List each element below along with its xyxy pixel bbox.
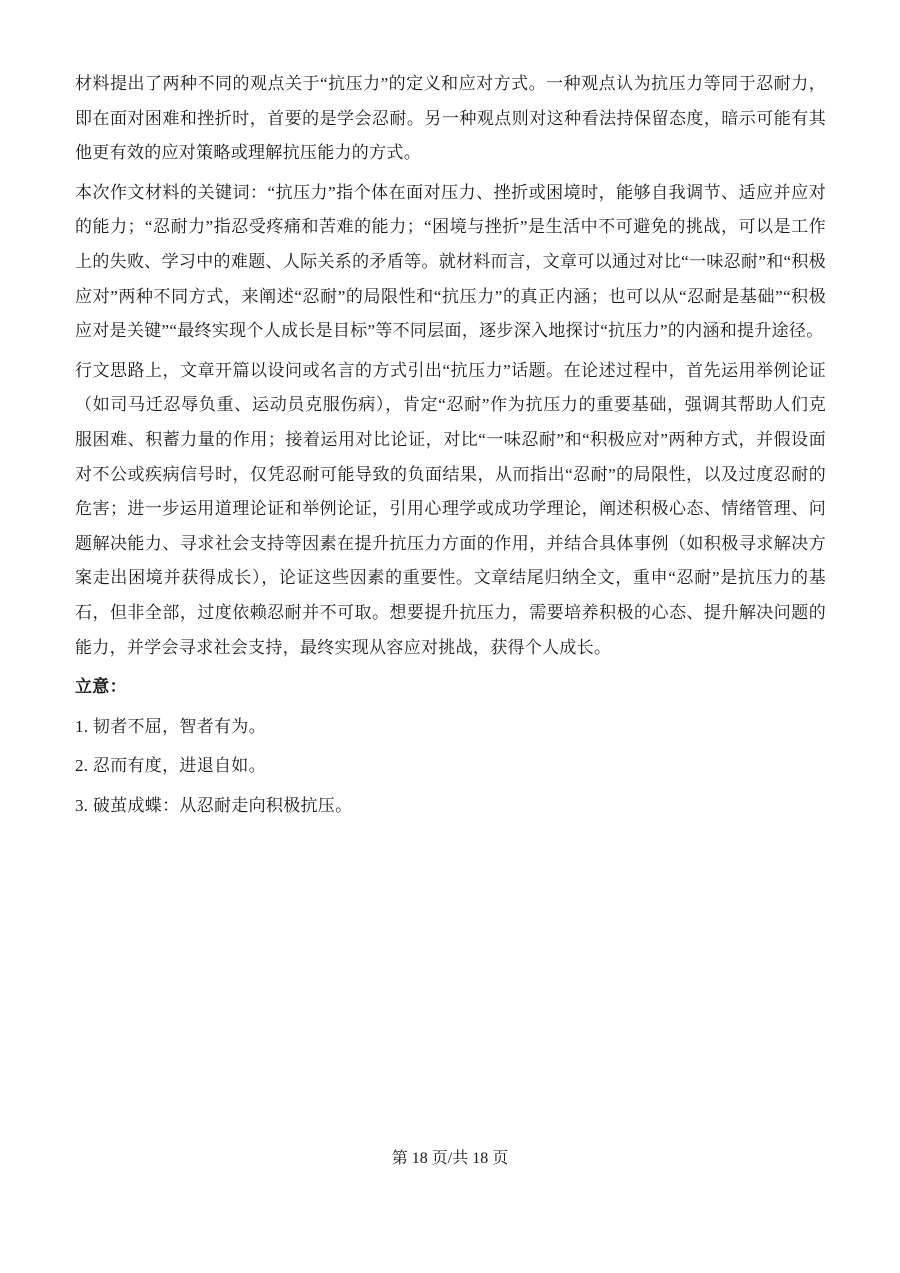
- intent-item-2: 2. 忍而有度，进退自如。: [75, 756, 266, 776]
- document-content: [75, 67, 826, 823]
- intent-item-1: 1. 韧者不屈，智者有为。: [75, 716, 266, 736]
- page-footer: [0, 1148, 900, 1170]
- paragraph-material-overview: 材料提出了两种不同的观点关于“抗压力”的定义和应对方式。一种观点认为抗压力等同于忍耐力，即在面对困难和挫折时，首要的是学会忍耐。另一种观点则对这种看法持保留态度，暗示可能有其他更有效的应对策略或理解抗压能力的方式。: [75, 74, 826, 163]
- paragraph-writing-approach: 行文思路上，文章开篇以设问或名言的方式引出“抗压力”话题。在论述过程中，首先运用举例论证（如司马迁忍辱负重、运动员克服伤病），肯定“忍耐”作为抗压力的重要基础，强调其帮助人们克服困难、积蓄力量的作用；接着运用对比论证，对比“一味忍耐”和“积极应对”两种方式，并假设面对不公或疾病信号时，仅凭忍耐可能导致的负面结果，从而指出“忍耐”的局限性，以及过度忍耐的危害；进一步运用道理论证和举例论证，引用心理学或成功学理论，阐述积极心态、情绪管理、问题解决能力、寻求社会支持等因素在提升抗压力方面的作用，并结合具体事例（如积极寻求解决方案走出困境并获得成长），论证这些因素的重要性。文章结尾归纳全文，重申“忍耐”是抗压力的基石，但非全部，过度依赖忍耐并不可取。想要提升抗压力，需要培养积极的心态、提升解决问题的能力，并学会寻求社会支持，最终实现从容应对挑战，获得个人成长。: [75, 360, 826, 657]
- paragraph-keywords-analysis: 本次作文材料的关键词：“抗压力”指个体在面对压力、挫折或困境时，能够自我调节、适应并应对的能力；“忍耐力”指忍受疼痛和苦难的能力；“困境与挫折”是生活中不可避免的挑战，可以是工作上的失败、学习中的难题、人际关系的矛盾等。就材料而言，文章可以通过对比“一味忍耐”和“积极应对”两种不同方式，来阐述“忍耐”的局限性和“抗压力”的真正内涵；也可以从“忍耐是基础”“积极应对是关键”“最终实现个人成长是目标”等不同层面，逐步深入地探讨“抗压力”的内涵和提升途径。: [75, 182, 826, 341]
- intent-item-3: 3. 破茧成蝶：从忍耐走向积极抗压。: [75, 795, 353, 815]
- intent-heading: 立意：: [75, 677, 127, 697]
- page-number-indicator: 第 18 页/共 18 页: [391, 1150, 509, 1167]
